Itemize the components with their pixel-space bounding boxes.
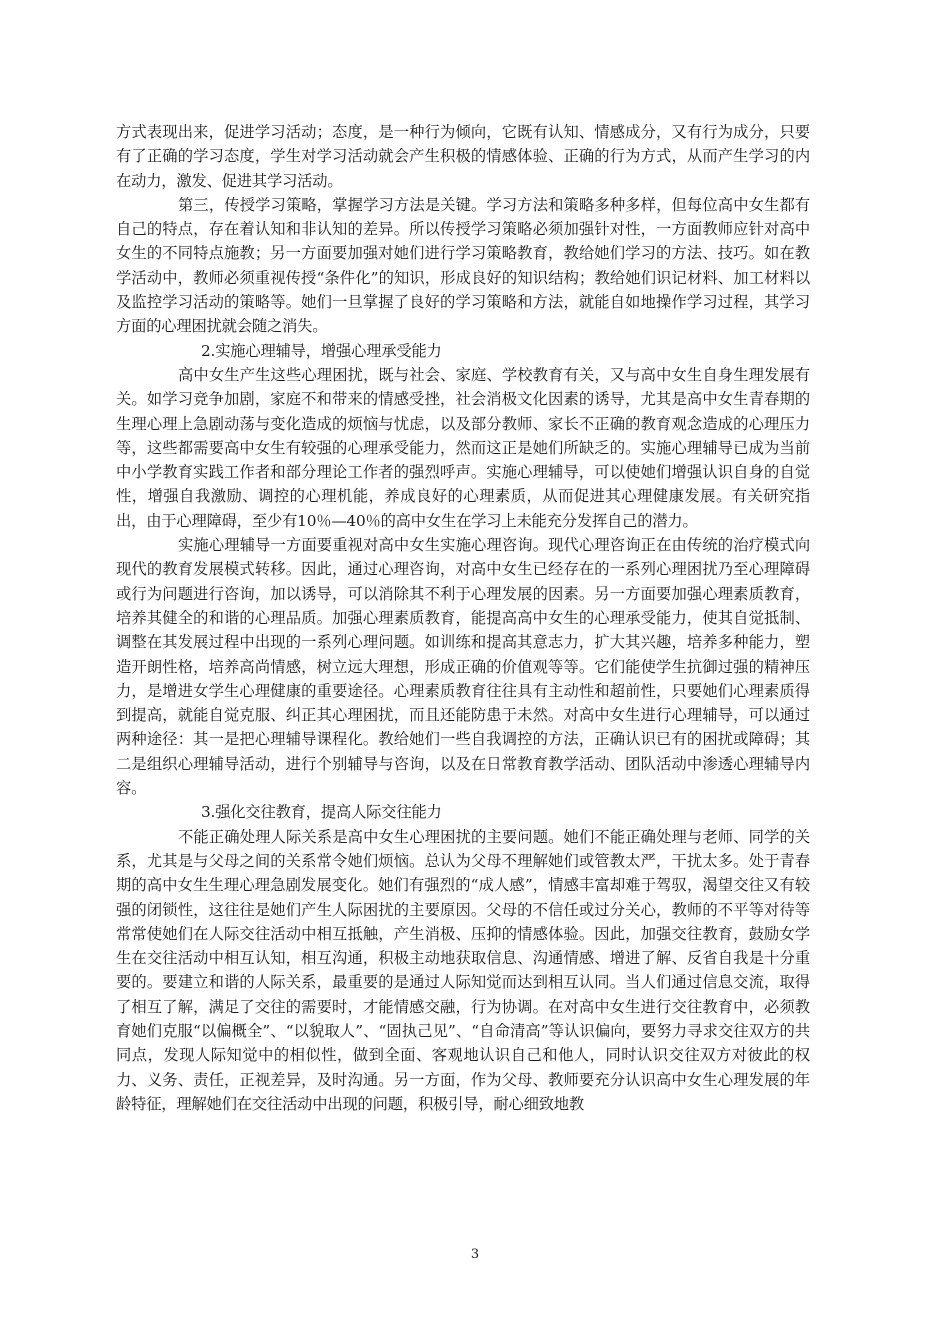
paragraph-learning-strategy: 第三，传授学习策略，掌握学习方法是关键。学习方法和策略多种多样，但每位高中女生都有自己的特点，存在着认知和非认知的差异。所以传授学习策略必须加强针对性，一方面教师应针对高中女生的不同特点施教；另一方面要加强对她们进行学习策略教育，教给她们学习的方法、技巧。如在教学活动中，教师必须重视传授“条件化”的知识，形成良好的知识结构；教给她们识记材料、加工材料以及监控学习活动的策略等。她们一旦掌握了良好的学习策略和方法，就能自如地操作学习过程，其学习方面的心理困扰就会随之消失。 xyxy=(116,195,810,336)
section-heading-psychological-counseling: 2.实施心理辅导，增强心理承受能力 xyxy=(201,341,442,360)
page-number: 3 xyxy=(470,1247,480,1262)
paragraph-psychological-distress-causes: 高中女生产生这些心理困扰，既与社会、家庭、学校教育有关，又与高中女生自身生理发展有关。如学习竞争加剧，家庭不和带来的情感受挫，社会消极文化因素的诱导，尤其是高中女生青春期的生理心理上急剧动荡与变化造成的烦恼与忧虑，以及部分教师、家长不正确的教育观念造成的心理压力等，这些都需要高中女生有较强的心理承受能力，然而这正是她们所缺乏的。实施心理辅导已成为当前中小学教育实践工作者和部分理论工作者的强烈呼声。实施心理辅导，可以使她们增强认识自身的自觉性，增强自我激励、调控的心理机能，养成良好的心理素质，从而促进其心理健康发展。有关研究指出，由于心理障碍，至少有10％—40％的高中女生在学习上未能充分发挥自己的潜力。 xyxy=(116,365,810,530)
paragraph-interpersonal-relations: 不能正确处理人际关系是高中女生心理困扰的主要问题。她们不能正确处理与老师、同学的关系，尤其是与父母之间的关系常令她们烦恼。总认为父母不理解她们或管教太严，干扰太多。处于青春期的高中女生生理心理急剧发展变化。她们有强烈的“成人感”，情感丰富却难于驾驭，渴望交往又有较强的闭锁性，这往往是她们产生人际困扰的主要原因。父母的不信任或过分关心，教师的不平等对待等常常使她们在人际交往活动中相互抵触，产生消极、压抑的情感体验。因此，加强交往教育，鼓励女学生在交往活动中相互认知，相互沟通，积极主动地获取信息、沟通情感、增进了解、反省自我是十分重要的。要建立和谐的人际关系，最重要的是通过人际知觉而达到相互认同。当人们通过信息交流，取得了相互了解，满足了交往的需要时，才能情感交融，行为协调。在对高中女生进行交往教育中，必须教育她们克服“以偏概全”、“以貌取人”、“固执己见”、“自命清高”等认识偏向，要努力寻求交往双方的共同点，发现人际知觉中的相似性，做到全面、客观地认识自己和他人，同时认识交往双方对彼此的权力、义务、责任，正视差异，及时沟通。另一方面，作为父母、教师要充分认识高中女生心理发展的年龄特征，理解她们在交往活动中出现的问题，积极引导，耐心细致地教 xyxy=(116,827,810,1113)
section-heading-communication-education: 3.强化交往教育，提高人际交往能力 xyxy=(201,803,442,822)
document-page xyxy=(116,120,810,1116)
paragraph-continuation: 方式表现出来，促进学习活动；态度，是一种行为倾向，它既有认知、情感成分，又有行为成分，只要有了正确的学习态度，学生对学习活动就会产生积极的情感体验、正确的行为方式，从而产生学习的内在动力，激发、促进其学习活动。 xyxy=(116,123,810,190)
paragraph-counseling-methods: 实施心理辅导一方面要重视对高中女生实施心理咨询。现代心理咨询正在由传统的治疗模式向现代的教育发展模式转移。因此，通过心理咨询，对高中女生已经存在的一系列心理困扰乃至心理障碍或行为问题进行咨询，加以诱导，可以消除其不利于心理发展的因素。另一方面要加强心理素质教育，培养其健全的和谐的心理品质。加强心理素质教育，能提高高中女生的心理承受能力，使其自觉抵制、调整在其发展过程中出现的一系列心理问题。如训练和提高其意志力，扩大其兴趣，培养多种能力，塑造开朗性格，培养高尚情感，树立远大理想，形成正确的价值观等等。它们能使学生抗御过强的精神压力，是增进女学生心理健康的重要途径。心理素质教育往往具有主动性和超前性，只要她们心理素质得到提高，就能自觉克服、纠正其心理困扰，而且还能防患于未然。对高中女生进行心理辅导，可以通过两种途径：其一是把心理辅导课程化。教给她们一些自我调控的方法，正确认识已有的困扰或障碍；其二是组织心理辅导活动，进行个别辅导与咨询，以及在日常教育教学活动、团队活动中渗透心理辅导内容。 xyxy=(116,536,810,798)
